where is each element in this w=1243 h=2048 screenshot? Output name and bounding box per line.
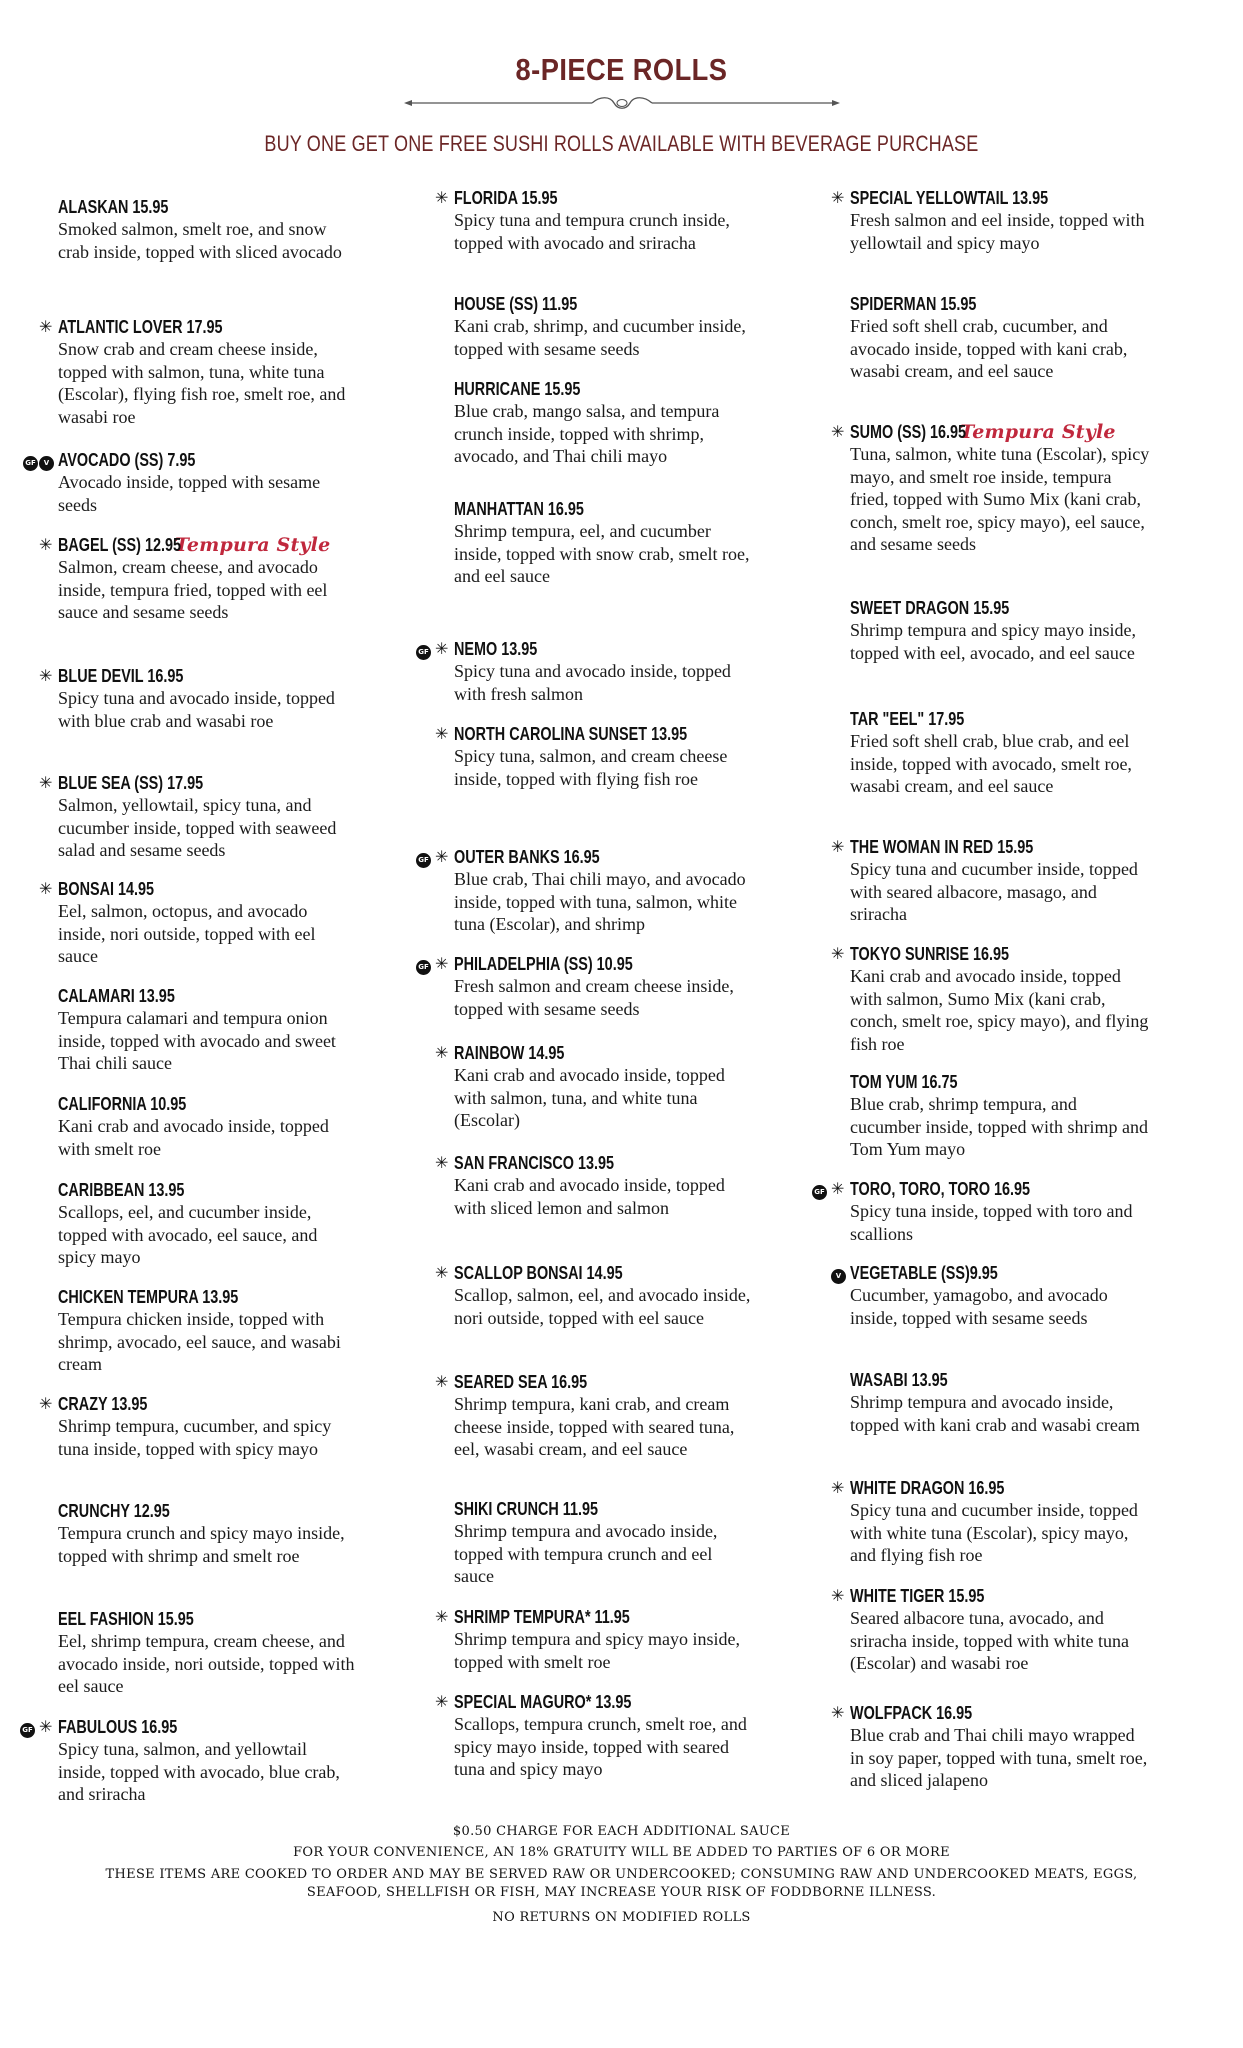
dietary-badges [416,849,432,871]
menu-item-description: Eel, shrimp tempura, cream cheese, and avocado inside, nori outside, topped with eel sauce [58,1631,355,1696]
menu-item-name: EEL FASHION 15.95 [58,1609,194,1629]
page-title: 8-PIECE ROLLS [515,52,728,87]
menu-item-header [435,1691,754,1713]
menu-item-name: SHIKI CRUNCH 11.95 [454,1499,599,1519]
menu-item-header [814,1178,1150,1200]
menu-item-header [58,1500,358,1522]
menu-item-name: WOLFPACK 16.95 [850,1703,973,1723]
menu-item [454,498,754,588]
menu-item-header [831,421,1150,443]
vegetarian-badge-icon: V [831,1269,846,1284]
menu-item-name: RAINBOW 14.95 [454,1043,565,1063]
menu-item-name: CRAZY 13.95 [58,1394,148,1414]
menu-item-name: CHICKEN TEMPURA 13.95 [58,1287,239,1307]
menu-item [39,665,358,732]
menu-item-name: HURRICANE 15.95 [454,379,581,399]
asterisk-icon: ✳ [831,1586,845,1605]
menu-item-name: NORTH CAROLINA SUNSET 13.95 [454,724,688,744]
menu-item [435,1262,754,1329]
menu-item-name: CARIBBEAN 13.95 [58,1180,185,1200]
menu-item-name: NEMO 13.95 [454,639,538,659]
menu-item-header [39,534,358,556]
menu-item-description: Snow crab and cream cheese inside, topped with salmon, tuna, white tuna (Escolar), flying fish roe, smelt roe, and wasabi roe [58,339,346,427]
asterisk-icon: ✳ [435,1153,449,1172]
asterisk-icon: ✳ [831,1179,845,1198]
menu-item-description: Fresh salmon and cream cheese inside, topped with sesame seeds [454,976,734,1019]
menu-item [454,293,754,360]
asterisk-icon: ✳ [435,724,449,743]
menu-item-description: Tempura calamari and tempura onion inside, topped with avocado and sweet Thai chili sauce [58,1008,336,1073]
menu-item-description: Eel, salmon, octopus, and avocado inside, nori outside, topped with eel sauce [58,901,316,966]
menu-item [435,1606,754,1673]
menu-item [435,1152,754,1219]
asterisk-icon: ✳ [39,879,53,898]
menu-item [435,1691,754,1781]
menu-item [850,293,1150,383]
menu-item-header [39,316,358,338]
menu-item-description: Salmon, yellowtail, spicy tuna, and cucumber inside, topped with seaweed salad and sesame seeds [58,795,337,860]
asterisk-icon: ✳ [39,317,53,336]
footer-sauce-note: $0.50 CHARGE FOR EACH ADDITIONAL SAUCE [452,1824,791,1839]
menu-item-name: BLUE SEA (SS) 17.95 [58,773,204,793]
menu-item [435,1371,754,1461]
menu-item-name: BLUE DEVIL 16.95 [58,666,184,686]
menu-item-name: MANHATTAN 16.95 [454,499,584,519]
menu-item [831,421,1150,556]
menu-item-description: Kani crab and avocado inside, topped with salmon, Sumo Mix (kani crab, conch, smelt roe, spicy mayo), and flying fish roe [850,966,1149,1054]
menu-item-description: Blue crab, Thai chili mayo, and avocado inside, topped with tuna, salmon, white tuna (Escolar), and shrimp [454,869,746,934]
menu-item [454,1498,754,1588]
menu-item-header [831,1702,1150,1724]
menu-item-description: Fried soft shell crab, cucumber, and avocado inside, topped with kani crab, wasabi cream, and eel sauce [850,316,1128,381]
menu-item [58,1608,358,1698]
tempura-style-tag: Tempura Style [960,421,1116,443]
menu-item-description: Shrimp tempura, cucumber, and spicy tuna inside, topped with spicy mayo [58,1416,332,1459]
menu-item-description: Kani crab, shrimp, and cucumber inside, topped with sesame seeds [454,316,746,359]
asterisk-icon: ✳ [39,666,53,685]
menu-item-header [435,723,754,745]
gluten-free-badge-icon: GF [20,1723,35,1738]
menu-item-name: TOM YUM 16.75 [850,1072,958,1092]
gluten-free-badge-icon: GF [416,645,431,660]
menu-item [418,846,754,936]
menu-item-description: Blue crab, shrimp tempura, and cucumber inside, topped with shrimp and Tom Yum mayo [850,1094,1148,1159]
menu-item [58,1093,358,1160]
menu-item-description: Spicy tuna inside, topped with toro and scallions [850,1201,1133,1244]
menu-item [831,943,1150,1055]
menu-item-description: Kani crab and avocado inside, topped with smelt roe [58,1116,329,1159]
menu-item [835,1262,1150,1329]
menu-item-description: Shrimp tempura and spicy mayo inside, topped with eel, avocado, and eel sauce [850,620,1136,663]
menu-item-description: Avocado inside, topped with sesame seeds [58,472,321,515]
menu-item-name: ATLANTIC LOVER 17.95 [58,317,223,337]
menu-item-name: CRUNCHY 12.95 [58,1501,170,1521]
dietary-badges [831,1265,847,1287]
menu-item-description: Spicy tuna, salmon, and yellowtail inside, topped with avocado, blue crab, and sriracha [58,1739,340,1804]
menu-item-header [39,772,358,794]
menu-item-name: THE WOMAN IN RED 15.95 [850,837,1034,857]
menu-item-name: PHILADELPHIA (SS) 10.95 [454,954,633,974]
asterisk-icon: ✳ [435,1607,449,1626]
menu-item-description: Scallops, tempura crunch, smelt roe, and spicy mayo inside, topped with seared tuna and spicy mayo [454,1714,747,1779]
menu-item-name: CALIFORNIA 10.95 [58,1094,187,1114]
menu-item-name: AVOCADO (SS) 7.95 [58,450,196,470]
dietary-badges [20,1719,36,1741]
menu-item [25,449,358,516]
menu-item-name: SCALLOP BONSAI 14.95 [454,1263,623,1283]
menu-item [435,187,754,254]
menu-item [814,1178,1150,1245]
menu-item-name: FLORIDA 15.95 [454,188,558,208]
dietary-badges [416,956,432,978]
menu-item [850,597,1150,664]
menu-item [418,638,754,705]
menu-item-header [58,1093,358,1115]
menu-item-header [435,1262,754,1284]
menu-item-description: Shrimp tempura and avocado inside, topped with kani crab and wasabi cream [850,1392,1140,1435]
menu-item-name: WHITE TIGER 15.95 [850,1586,985,1606]
menu-item-description: Shrimp tempura, kani crab, and cream cheese inside, topped with seared tuna, eel, wasabi cream, and eel sauce [454,1394,735,1459]
menu-item-header [435,1152,754,1174]
menu-item-header [850,1071,1150,1093]
asterisk-icon: ✳ [39,773,53,792]
menu-item-name: SPIDERMAN 15.95 [850,294,977,314]
menu-item [850,708,1150,798]
menu-item [39,316,358,428]
asterisk-icon: ✳ [435,1692,449,1711]
menu-item [58,1500,358,1567]
menu-item-description: Seared albacore tuna, avocado, and sriracha inside, topped with white tuna (Escolar) and wasabi roe [850,1608,1129,1673]
menu-item-header [39,1393,358,1415]
menu-item-description: Shrimp tempura, eel, and cucumber inside, topped with snow crab, smelt roe, and eel sauce [454,521,750,586]
menu-item-description: Kani crab and avocado inside, topped with salmon, tuna, and white tuna (Escolar) [454,1065,725,1130]
gluten-free-badge-icon: GF [416,853,431,868]
menu-item-description: Smoked salmon, smelt roe, and snow crab inside, topped with sliced avocado [58,219,342,262]
menu-item-name: SWEET DRAGON 15.95 [850,598,1010,618]
menu-item-header [454,498,754,520]
menu-item-header [435,1042,754,1064]
menu-item [39,1393,358,1460]
menu-item-description: Tempura chicken inside, topped with shrimp, avocado, eel sauce, and wasabi cream [58,1309,341,1374]
footer-returns-note: NO RETURNS ON MODIFIED ROLLS [492,1910,751,1925]
gluten-free-badge-icon: GF [416,960,431,975]
menu-item-header [850,1369,1150,1391]
menu-item [850,1071,1150,1161]
menu-item-description: Cucumber, yamagobo, and avocado inside, topped with sesame seeds [850,1285,1108,1328]
asterisk-icon: ✳ [831,1478,845,1497]
menu-item-description: Spicy tuna and cucumber inside, topped with seared albacore, masago, and sriracha [850,859,1138,924]
asterisk-icon: ✳ [831,188,845,207]
menu-item-header [435,1371,754,1393]
asterisk-icon: ✳ [435,639,449,658]
menu-item-description: Spicy tuna and tempura crunch inside, topped with avocado and sriracha [454,210,730,253]
menu-item-name: WASABI 13.95 [850,1370,948,1390]
menu-item-header [58,1179,358,1201]
menu-item-name: HOUSE (SS) 11.95 [454,294,578,314]
menu-item-name: BAGEL (SS) 12.95 [58,535,181,555]
menu-item [58,196,358,263]
asterisk-icon: ✳ [435,847,449,866]
menu-item-description: Tuna, salmon, white tuna (Escolar), spicy mayo, and smelt roe inside, tempura fried, topped with Sumo Mix (kani crab, conch, smelt roe, spicy mayo), eel sauce, and sesame seeds [850,444,1150,554]
menu-item-header [831,1477,1150,1499]
menu-item [831,1585,1150,1675]
asterisk-icon: ✳ [435,1043,449,1062]
menu-item-name: VEGETABLE (SS)9.95 [850,1263,998,1283]
menu-item [831,187,1150,254]
asterisk-icon: ✳ [39,535,53,554]
ornamental-divider [402,96,842,110]
gluten-free-badge-icon: GF [812,1185,827,1200]
menu-item-header [831,187,1150,209]
menu-item [58,985,358,1075]
asterisk-icon: ✳ [39,1717,53,1736]
menu-item-description: Spicy tuna and avocado inside, topped with fresh salmon [454,661,731,704]
menu-item-description: Blue crab and Thai chili mayo wrapped in soy paper, topped with tuna, smelt roe, and sliced jalapeno [850,1725,1148,1790]
menu-item-description: Blue crab, mango salsa, and tempura crunch inside, topped with shrimp, avocado, and Thai chili mayo [454,401,720,466]
menu-item-header [435,1606,754,1628]
menu-item [39,878,358,968]
menu-item-description: Spicy tuna and avocado inside, topped with blue crab and wasabi roe [58,688,335,731]
menu-item [58,1286,358,1376]
asterisk-icon: ✳ [831,422,845,441]
menu-item [831,1702,1150,1792]
menu-item-header [39,665,358,687]
menu-item-name: ALASKAN 15.95 [58,197,169,217]
menu-item-description: Spicy tuna and cucumber inside, topped with white tuna (Escolar), spicy mayo, and flying fish roe [850,1500,1138,1565]
footer-gratuity-note: FOR YOUR CONVENIENCE, AN 18% GRATUITY WILL BE ADDED TO PARTIES OF 6 OR MORE [293,1845,950,1860]
footer-raw-warning: THESE ITEMS ARE COOKED TO ORDER AND MAY BE SERVED RAW OR UNDERCOOKED; CONSUMING RAW AND UNDERCOOKED MEATS, EGGS, [105,1867,1138,1882]
menu-item-header [25,449,358,471]
asterisk-icon: ✳ [831,1703,845,1722]
menu-item [58,1179,358,1269]
menu-item-header [850,293,1150,315]
menu-item-header [58,196,358,218]
menu-item-header [831,836,1150,858]
menu-item-name: SEARED SEA 16.95 [454,1372,588,1392]
menu-item-description: Scallop, salmon, eel, and avocado inside, nori outside, topped with eel sauce [454,1285,751,1328]
asterisk-icon: ✳ [435,1372,449,1391]
menu-item-name: SHRIMP TEMPURA* 11.95 [454,1607,630,1627]
menu-item-name: WHITE DRAGON 16.95 [850,1478,1005,1498]
menu-item [435,723,754,790]
menu-item-name: CALAMARI 13.95 [58,986,175,1006]
vegetarian-badge-icon: V [39,456,54,471]
menu-item-name: SAN FRANCISCO 13.95 [454,1153,615,1173]
asterisk-icon: ✳ [435,1263,449,1282]
dietary-badges [23,452,55,474]
menu-item [435,1042,754,1132]
menu-item-name: OUTER BANKS 16.95 [454,847,600,867]
menu-item-description: Scallops, eel, and cucumber inside, topped with avocado, eel sauce, and spicy mayo [58,1202,318,1267]
asterisk-icon: ✳ [435,954,449,973]
menu-item-description: Salmon, cream cheese, and avocado inside, tempura fried, topped with eel sauce and sesame seeds [58,557,328,622]
menu-item-header [435,187,754,209]
asterisk-icon: ✳ [831,944,845,963]
menu-item-description: Shrimp tempura and avocado inside, topped with tempura crunch and eel sauce [454,1521,718,1586]
menu-item-description: Fresh salmon and eel inside, topped with yellowtail and spicy mayo [850,210,1145,253]
menu-item-name: TORO, TORO, TORO 16.95 [850,1179,1031,1199]
menu-item-header [58,1286,358,1308]
asterisk-icon: ✳ [831,837,845,856]
menu-item-header [454,1498,754,1520]
tempura-style-tag: Tempura Style [174,534,331,556]
menu-item [22,1716,358,1806]
menu-item-name: SPECIAL MAGURO* 13.95 [454,1692,632,1712]
menu-item [831,1477,1150,1567]
menu-item-header [850,708,1150,730]
dietary-badges [416,641,432,663]
menu-item-header [850,597,1150,619]
menu-item-header [58,985,358,1007]
menu-item-name: SPECIAL YELLOWTAIL 13.95 [850,188,1049,208]
menu-item-header [835,1262,1150,1284]
asterisk-icon: ✳ [435,188,449,207]
menu-item-header [831,1585,1150,1607]
menu-item-header [418,846,754,868]
menu-item-header [418,638,754,660]
menu-item [454,378,754,468]
menu-item [418,953,754,1020]
menu-item-name: TAR "EEL" 17.95 [850,709,965,729]
asterisk-icon: ✳ [39,1394,53,1413]
dietary-badges [812,1181,828,1203]
menu-item-header [39,878,358,900]
menu-item-name: TOKYO SUNRISE 16.95 [850,944,1009,964]
menu-item-name: FABULOUS 16.95 [58,1717,178,1737]
menu-item-description: Shrimp tempura and spicy mayo inside, topped with smelt roe [454,1629,740,1672]
gluten-free-badge-icon: GF [23,456,38,471]
promo-subtitle: BUY ONE GET ONE FREE SUSHI ROLLS AVAILABLE WITH BEVERAGE PURCHASE [264,131,979,156]
menu-item-header [22,1716,358,1738]
menu-item-header [831,943,1150,965]
menu-item [39,772,358,862]
menu-item-name: SUMO (SS) 16.95 [850,422,967,442]
menu-item-name: BONSAI 14.95 [58,879,155,899]
menu-item-header [454,293,754,315]
menu-item-description: Kani crab and avocado inside, topped with sliced lemon and salmon [454,1175,725,1218]
menu-item-header [454,378,754,400]
menu-item-description: Spicy tuna, salmon, and cream cheese inside, topped with flying fish roe [454,746,728,789]
menu-item-header [418,953,754,975]
menu-item-description: Tempura crunch and spicy mayo inside, topped with shrimp and smelt roe [58,1523,345,1566]
menu-item-header [58,1608,358,1630]
menu-item-description: Fried soft shell crab, blue crab, and eel inside, topped with avocado, smelt roe, wasabi cream, and eel sauce [850,731,1132,796]
menu-item [831,836,1150,926]
menu-item [39,534,358,624]
footer-raw-warning-cont: SEAFOOD, SHELLFISH OR FISH, MAY INCREASE YOUR RISK OF FODDBORNE ILLNESS. [306,1885,937,1900]
menu-item [850,1369,1150,1436]
